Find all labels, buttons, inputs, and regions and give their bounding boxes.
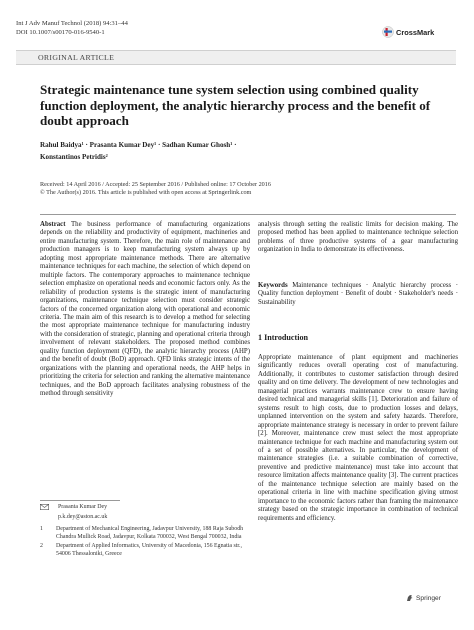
affiliations xyxy=(40,526,250,560)
publisher-mark xyxy=(406,594,441,602)
corresponding-author xyxy=(40,504,250,521)
crossmark-icon xyxy=(382,26,394,38)
crossmark-label: CrossMark xyxy=(396,27,435,37)
contact-name: Prasanta Kumar Dey xyxy=(58,504,108,510)
abstract-text: The business performance of manufacturing organizations depends on the reliability and productivity of equipment, machineries and entire manufacturing system. Therefore, the main role of maintenance and production managers is to keep manufacturing system always up by adopting most appropriate maintenance methods. There are alternative maintenance techniques for each machine, the selection of which depend on multiple factors. The contemporary approaches to maintenance technique selection emphasize on operational needs and economic factors only. As the reliability of production systems is the strategic intent of manufacturing organizations, maintenance technique selection must consider strategic factors of the concerned organization along with operational and economic criteria. The main aim of this research is to develop a method for selecting the most appropriate maintenance technique for manufacturing industry with the consideration of strategic, planning and operational criteria through involvement of relevant stakeholders. The proposed method combines quality function deployment (QFD), the analytic hierarchy process (AHP) and the benefit of doubt (BoD) approach. QFD links strategic intents of the organizations with the planning and operational needs, the AHP helps in prioritizing the criteria for selection and ranking the alternative maintenance techniques, and the BoD approach facilitates analysing robustness of the method through sensitivity xyxy=(40,221,250,398)
abstract xyxy=(40,221,250,399)
paper-title: Strategic maintenance tune system selection using combined quality function deployment, the analytic hierarchy process and the benefit of doubt approach xyxy=(40,82,431,129)
contact-email[interactable]: p.k.dey@aston.ac.uk xyxy=(58,513,108,520)
open-access-line: © The Author(s) 2016. This article is published with open access at Springerlink.com xyxy=(40,188,252,196)
journal-citation: Int J Adv Manuf Technol (2018) 94:31–44 xyxy=(16,20,128,27)
springer-horse-icon xyxy=(406,594,414,602)
keywords-label: Keywords xyxy=(258,282,288,289)
abstract-continued: analysis through setting the realistic limits for decision making. The proposed method has been applied to maintenance technique selection problems of three productive systems of a gear manufacturing organization in India to demonstrate its effectiveness. xyxy=(258,221,458,254)
crossmark-badge[interactable] xyxy=(382,26,434,38)
affiliation-1 xyxy=(40,526,250,541)
envelope-icon xyxy=(40,504,52,514)
author-list xyxy=(40,139,450,163)
affiliation-number: 1 xyxy=(40,526,43,532)
journal-header xyxy=(16,20,128,37)
keywords xyxy=(258,282,458,307)
author-line-2: Konstantinos Petridis² xyxy=(40,153,108,161)
affiliation-text: Department of Mechanical Engineering, Jadavpur University, 188 Raja Subodh Chandra Mullick Road, Jadavpur, Kolkata 700032, West Bengal 700032, India xyxy=(56,526,244,540)
doi-line: DOI 10.1007/s00170-016-9540-1 xyxy=(16,28,105,36)
footnote-divider xyxy=(40,500,120,501)
article-type-label: ORIGINAL ARTICLE xyxy=(38,53,115,62)
author-line-1: Rahul Baidya¹ · Prasanta Kumar Dey¹ · Sadhan Kumar Ghosh¹ · xyxy=(40,141,237,149)
article-type-banner xyxy=(16,50,456,65)
affiliation-2 xyxy=(40,543,250,558)
affiliation-text: Department of Applied Informatics, University of Macedonia, 156 Egnatia str., 54006 Thessaloniki, Greece xyxy=(56,543,242,557)
publication-dates xyxy=(40,181,450,197)
received-accepted-line: Received: 14 April 2016 / Accepted: 25 September 2016 / Published online: 17 October 2016 xyxy=(40,181,271,188)
header-divider xyxy=(40,214,456,215)
keywords-text: Maintenance techniques · Analytic hierarchy process · Quality function deployment · Benefit of doubt · Stakeholder's needs · Sustainability xyxy=(258,282,459,306)
affiliation-number: 2 xyxy=(40,543,43,550)
introduction-text: Appropriate maintenance of plant equipment and machineries significantly reduces overall operating cost of manufacturing. Additionally, it contributes to customer satisfaction through desired quality and on time delivery. The development of new technologies and managerial practices warrants maintenance crew to ensure having desired technical and managerial skills [1]. Deterioration and failure of systems result to high costs, due to production losses and delays, unplanned intervention on the system and safety hazards. Therefore, appropriate maintenance strategy is necessary in order to prevent failure [2]. Moreover, maintenance crew must select the most appropriate maintenance technique for each machine and manufacturing system out of a set of possible alternatives. In particular, the development of maintenance strategies (i.e. a suitable combination of corrective, preventive and predictive maintenance) must take into account that resource limitation affects maintenance quality [3]. The current practices of the maintenance technique selection are mainly based on the operational criteria in line with machine specification giving utmost importance to the economic factors rather than framing the maintenance strategy based on the strategic importance in combination of technical requirements and efficiency. xyxy=(258,354,458,522)
publisher-label: Springer xyxy=(416,594,441,602)
abstract-label: Abstract xyxy=(40,221,66,228)
introduction-heading: 1 Introduction xyxy=(258,333,308,342)
